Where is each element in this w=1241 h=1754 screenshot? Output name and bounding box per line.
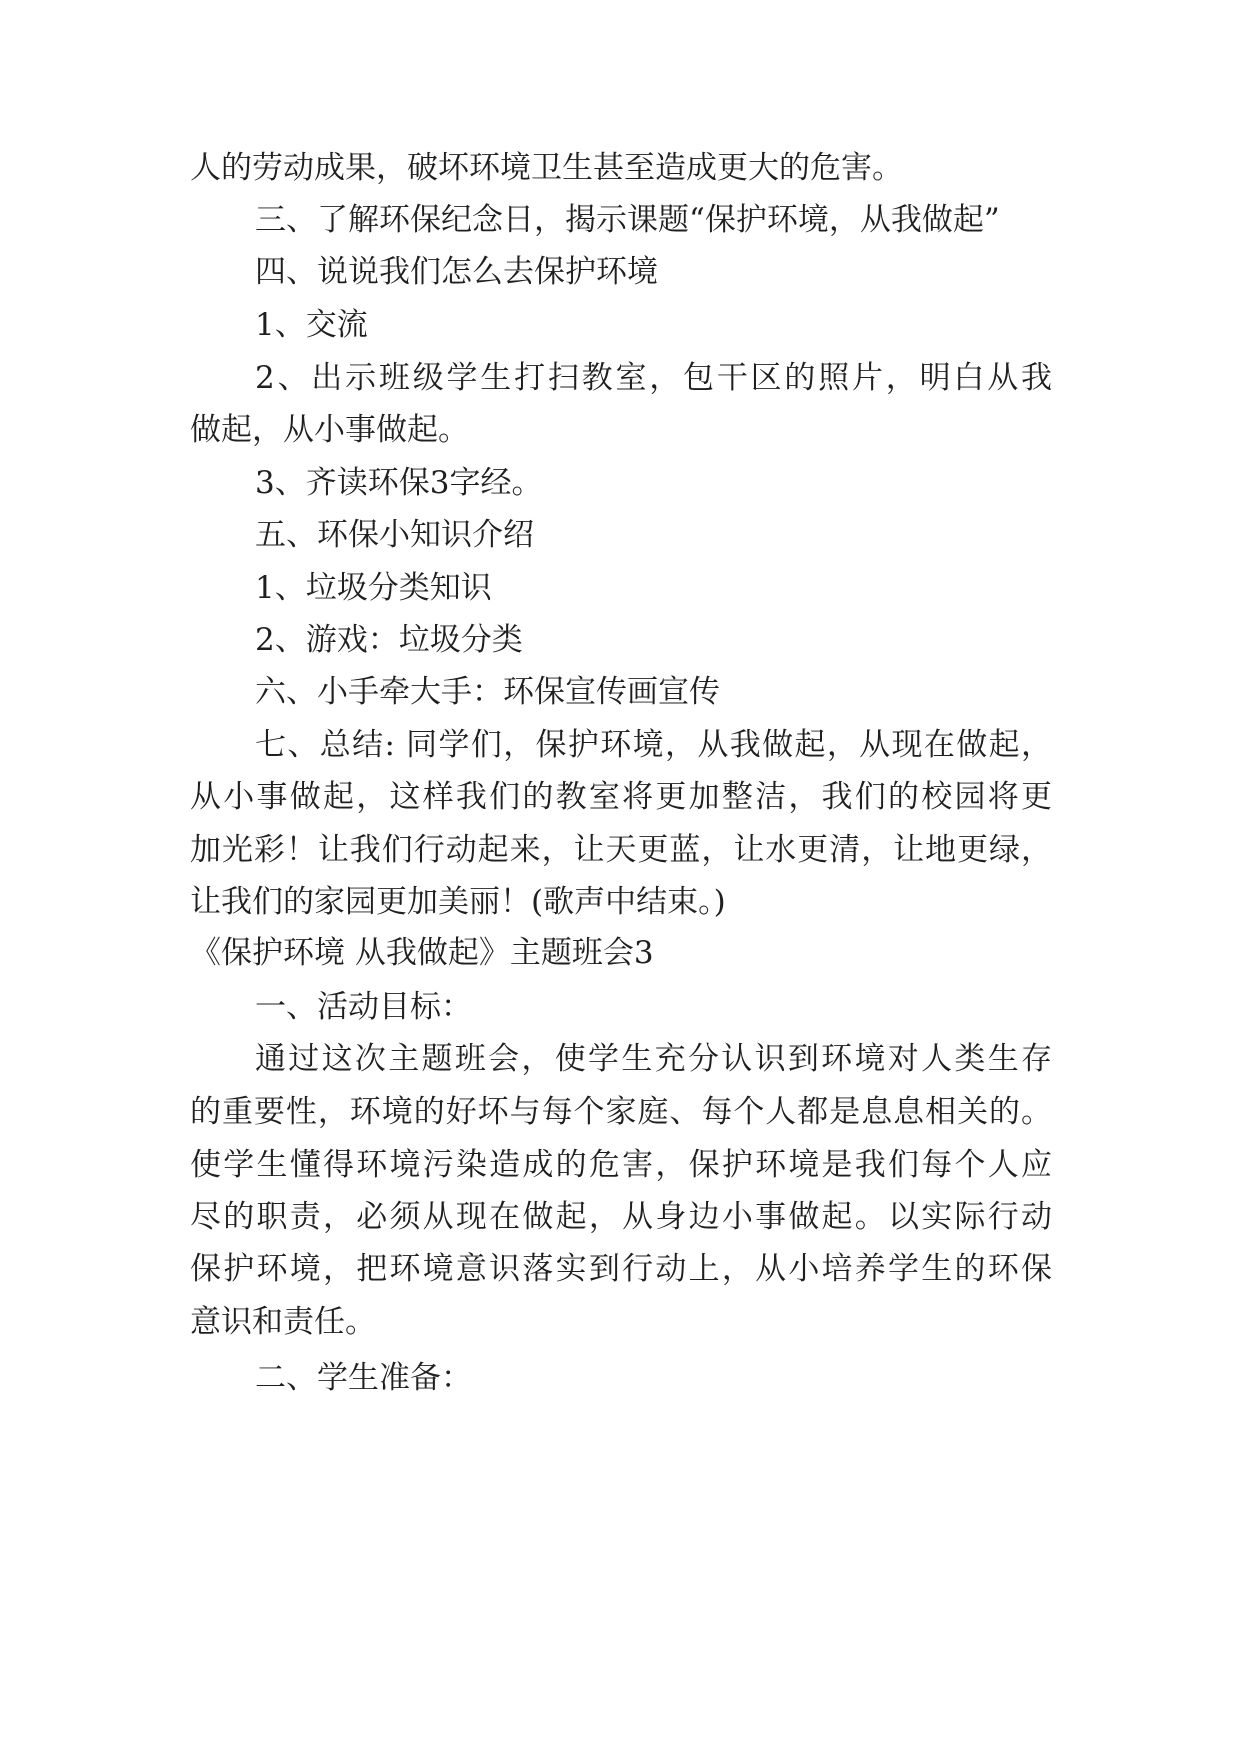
text-line: 尽的职责，必须从现在做起，从身边小事做起。以实际行动 (190, 1199, 1052, 1235)
text-line: 的重要性，环境的好坏与每个家庭、每个人都是息息相关的。 (190, 1094, 1052, 1130)
section-heading: 一、活动目标： (255, 989, 472, 1025)
text-line: 做起，从小事做起。 (190, 412, 469, 448)
text-line: 意识和责任。 (190, 1304, 376, 1340)
text-line: 通过这次主题班会，使学生充分认识到环境对人类生存 (255, 1041, 1052, 1077)
text-line: 三、了解环保纪念日，揭示课题“保护环境，从我做起” (255, 202, 1000, 238)
text-line: 使学生懂得环境污染造成的危害，保护环境是我们每个人应 (190, 1147, 1052, 1183)
section-heading: 二、学生准备： (255, 1360, 472, 1396)
text-line: 让我们的家园更加美丽！(歌声中结束。) (190, 884, 726, 920)
section-heading: 五、环保小知识介绍 (255, 517, 534, 553)
section-heading: 六、小手牵大手：环保宣传画宣传 (255, 674, 720, 710)
text-line: 从小事做起，这样我们的教室将更加整洁，我们的校园将更 (190, 779, 1052, 815)
list-item: 1、交流 (255, 307, 368, 343)
list-item: 1、垃圾分类知识 (255, 570, 492, 606)
list-item: 2、出示班级学生打扫教室，包干区的照片，明白从我 (255, 360, 1052, 396)
section-heading: 四、说说我们怎么去保护环境 (255, 254, 658, 290)
list-item: 2、游戏：垃圾分类 (255, 622, 523, 658)
list-item: 3、齐读环保3字经。 (255, 465, 543, 501)
section-heading: 七、总结: 同学们，保护环境，从我做起，从现在做起， (255, 727, 1052, 763)
text-line: 加光彩！让我们行动起来，让天更蓝，让水更清，让地更绿， (190, 832, 1052, 868)
document-title: 《保护环境 从我做起》主题班会3 (190, 935, 654, 971)
text-line: 保护环境，把环境意识落实到行动上，从小培养学生的环保 (190, 1251, 1052, 1287)
text-line: 人的劳动成果，破坏环境卫生甚至造成更大的危害。 (190, 150, 903, 186)
